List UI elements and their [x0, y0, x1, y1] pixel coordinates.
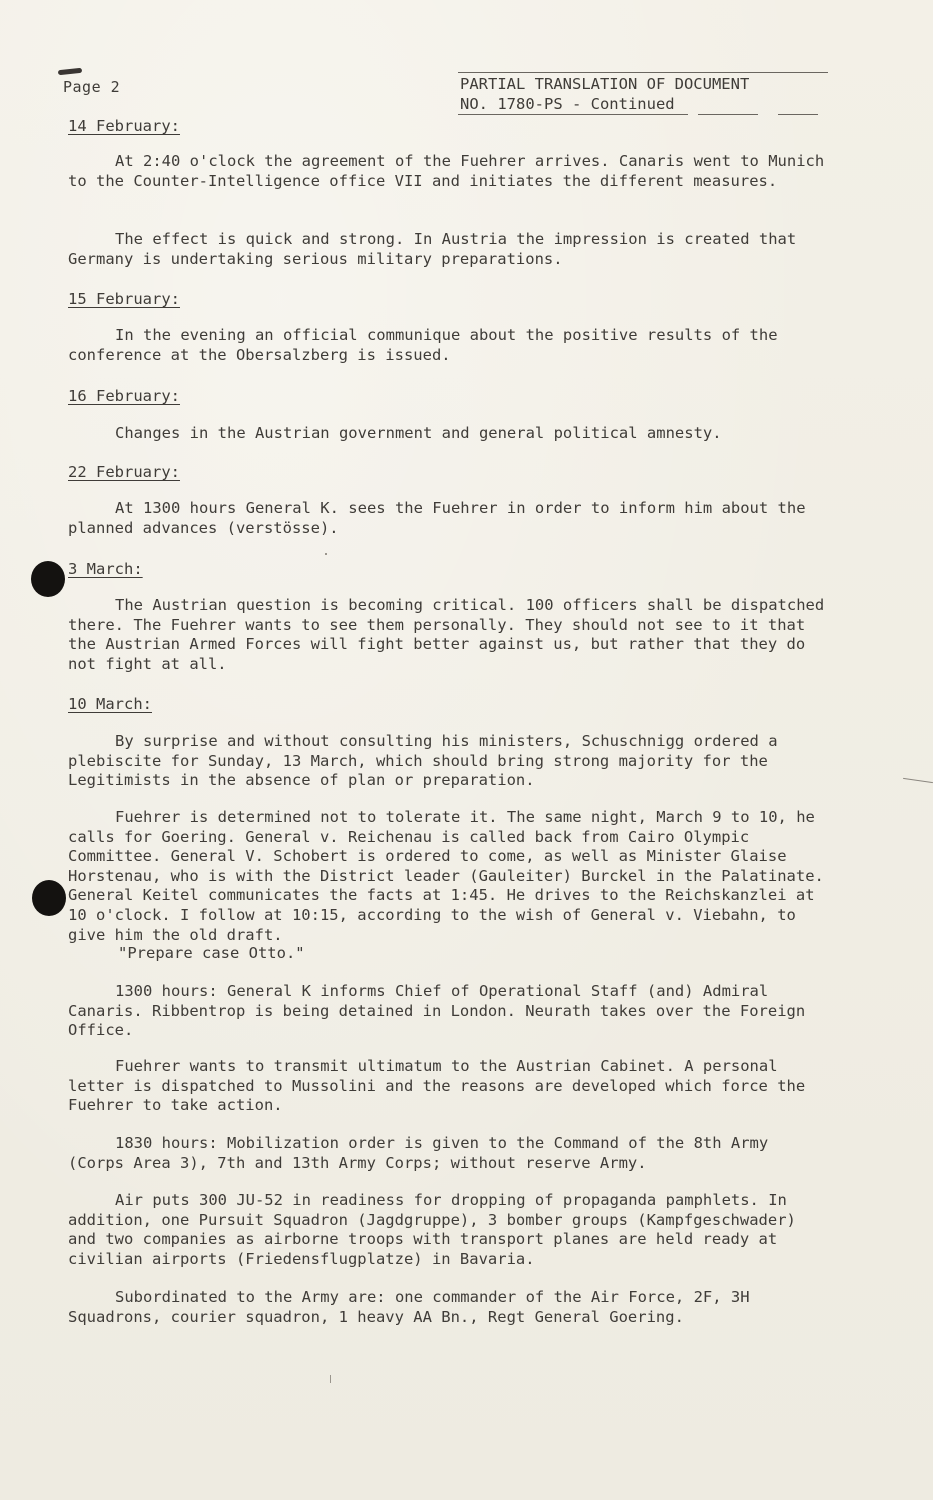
paragraph: By surprise and without consulting his ministers, Schuschnigg ordered a plebiscite for Sunday, 13 March, which should bring strong majority for the Legitimists in the absence of plan or preparation.: [68, 732, 778, 790]
paragraph: 1300 hours: General K informs Chief of Operational Staff (and) Admiral Canaris. Ribbentrop is being detained in London. Neurath takes over the Foreign Office.: [68, 982, 806, 1040]
punch-hole: [31, 561, 65, 597]
page-number: Page 2: [63, 78, 121, 96]
section-heading-10-march: 10 March:: [68, 695, 152, 713]
document-header: [460, 72, 832, 114]
punch-hole: [32, 880, 66, 916]
paragraph: Changes in the Austrian government and general political amnesty.: [115, 424, 722, 442]
header-rule-bottom: [458, 114, 828, 115]
paragraph: The effect is quick and strong. In Austria the impression is created that Germany is undertaking serious military preparations.: [68, 230, 797, 268]
section-heading-14-february: 14 February:: [68, 117, 180, 135]
section-heading-3-march: 3 March:: [68, 560, 143, 578]
paper-speck: [330, 1375, 331, 1383]
paragraph: Air puts 300 JU-52 in readiness for dropping of propaganda pamphlets. In addition, one Pursuit Squadron (Jagdgruppe), 3 bomber groups (Kampfgeschwader) and two companies as airborne troops with transport planes are held ready at civilian airports (Friedensflugplatze) in Bavaria.: [68, 1191, 796, 1268]
paragraph: In the evening an official communique about the positive results of the conference at the Obersalzberg is issued.: [68, 326, 778, 364]
header-document-number: NO. 1780-PS - Continued: [460, 95, 675, 113]
quote-line: "Prepare case Otto.": [118, 944, 305, 962]
paragraph: Subordinated to the Army are: one commander of the Air Force, 2F, 3H Squadrons, courier squadron, 1 heavy AA Bn., Regt General Goering.: [68, 1288, 750, 1326]
paragraph: At 1300 hours General K. sees the Fuehrer in order to inform him about the planned advances (verstösse).: [68, 499, 806, 537]
edge-mark: [903, 778, 933, 783]
paragraph: Fuehrer wants to transmit ultimatum to the Austrian Cabinet. A personal letter is dispatched to Mussolini and the reasons are developed which force the Fuehrer to take action.: [68, 1057, 806, 1115]
paper-speck: [325, 553, 327, 555]
section-heading-22-february: 22 February:: [68, 463, 180, 481]
paragraph: At 2:40 o'clock the agreement of the Fuehrer arrives. Canaris went to Munich to the Counter-Intelligence office VII and initiates the different measures.: [68, 152, 825, 190]
section-heading-15-february: 15 February:: [68, 290, 180, 308]
paragraph: Fuehrer is determined not to tolerate it. The same night, March 9 to 10, he calls for Goering. General v. Reichenau is called back from Cairo Olympic Committee. General V. Schobert is ordered to come, as well as Minister Glaise Horstenau, who is with the District leader (Gauleiter) Burckel in the Palatinate. General Keitel communicates the facts at 1:45. He drives to the Reichskanzlei at 10 o'clock. I follow at 10:15, according to the wish of General v. Viebahn, to give him the old draft.: [68, 808, 824, 944]
paragraph: The Austrian question is becoming critical. 100 officers shall be dispatched there. The Fuehrer wants to see them personally. They should not see to it that the Austrian Armed Forces will fight better against us, but rather that they do not fight at all.: [68, 596, 825, 673]
paragraph: 1830 hours: Mobilization order is given to the Command of the 8th Army (Corps Area 3), 7th and 13th Army Corps; without reserve Army.: [68, 1134, 769, 1172]
header-title: PARTIAL TRANSLATION OF DOCUMENT: [460, 75, 750, 93]
section-heading-16-february: 16 February:: [68, 387, 180, 405]
ink-mark: [58, 68, 82, 75]
